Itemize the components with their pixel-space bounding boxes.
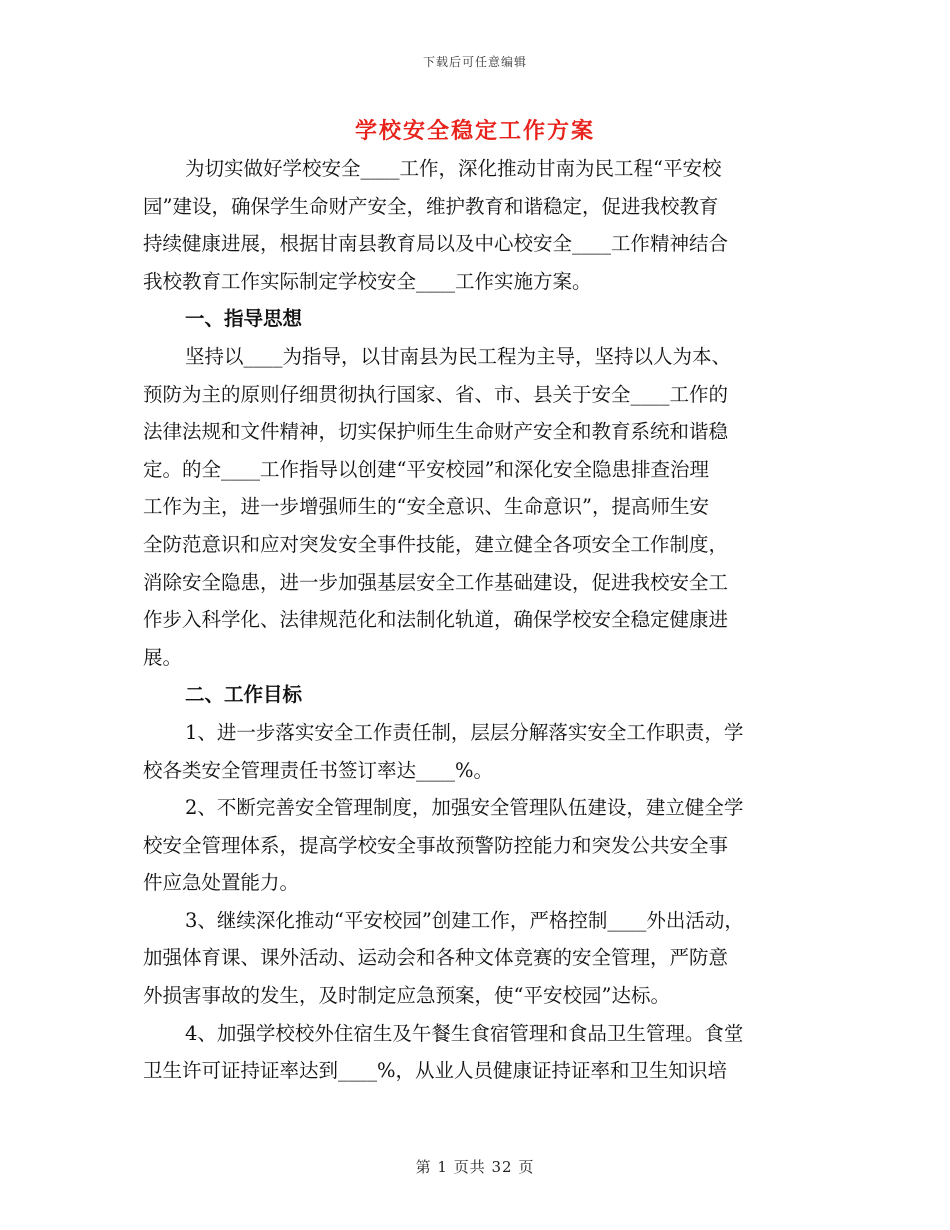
text-line: 加强体育课、课外活动、运动会和各种文体竞赛的安全管理，严防意 <box>143 946 729 970</box>
text-line: 外损害事故的发生，及时制定应急预案，使“平安校园”达标。 <box>143 984 670 1008</box>
text-line: 2、不断完善安全管理制度，加强安全管理队伍建设，建立健全学 <box>185 796 744 820</box>
document-body <box>143 150 807 1090</box>
text-line: 校各类安全管理责任书签订率达____%。 <box>143 758 494 782</box>
text-line: 法律法规和文件精神，切实保护师生生命财产安全和教育系统和谐稳 <box>143 420 729 444</box>
text-line: 4、加强学校校外住宿生及午餐生食宿管理和食品卫生管理。食堂 <box>185 1021 744 1045</box>
text-line: 1、进一步落实安全工作责任制，层层分解落实安全工作职责，学 <box>185 720 744 744</box>
text-line: 3、继续深化推动“平安校园”创建工作，严格控制____外出活动， <box>185 908 744 932</box>
page-footer: 第 1 页共 32 页 <box>415 1158 535 1176</box>
text-line: 卫生许可证持证率达到____%，从业人员健康证持证率和卫生知识培 <box>143 1059 728 1083</box>
text-line: 定。的全____工作指导以创建“平安校园”和深化安全隐患排查治理 <box>143 457 709 481</box>
text-line: 消除安全隐患，进一步加强基层安全工作基础建设，促进我校安全工 <box>143 570 729 594</box>
section-heading: 二、工作目标 <box>185 683 303 707</box>
text-line: 全防范意识和应对突发安全事件技能，建立健全各项安全工作制度， <box>143 532 729 556</box>
text-line: 我校教育工作实际制定学校安全____工作实施方案。 <box>143 269 592 293</box>
text-line: 工作为主，进一步增强师生的“安全意识、生命意识”，提高师生安 <box>143 495 709 519</box>
header-note: 下载后可任意编辑 <box>422 55 527 69</box>
text-line: 展。 <box>143 645 183 669</box>
text-line: 为切实做好学校安全____工作，深化推动甘南为民工程“平安校 <box>185 157 722 180</box>
text-line: 件应急处置能力。 <box>143 871 300 895</box>
text-line: 校安全管理体系，提高学校安全事故预警防控能力和突发公共安全事 <box>143 833 729 857</box>
text-line: 坚持以____为指导，以甘南县为民工程为主导，坚持以人为本、 <box>185 344 732 368</box>
text-line: 预防为主的原则仔细贯彻执行国家、省、市、县关于安全____工作的 <box>143 382 729 406</box>
text-line: 园”建设，确保学生命财产安全，维护教育和谐稳定，促进我校教育 <box>143 194 719 218</box>
text-line: 作步入科学化、法律规范化和法制化轨道，确保学校安全稳定健康进 <box>143 608 729 632</box>
text-line: 持续健康进展，根据甘南县教育局以及中心校安全____工作精神结合 <box>143 232 729 256</box>
document-title: 学校安全稳定工作方案 <box>354 118 595 144</box>
section-heading: 一、指导思想 <box>185 307 303 331</box>
